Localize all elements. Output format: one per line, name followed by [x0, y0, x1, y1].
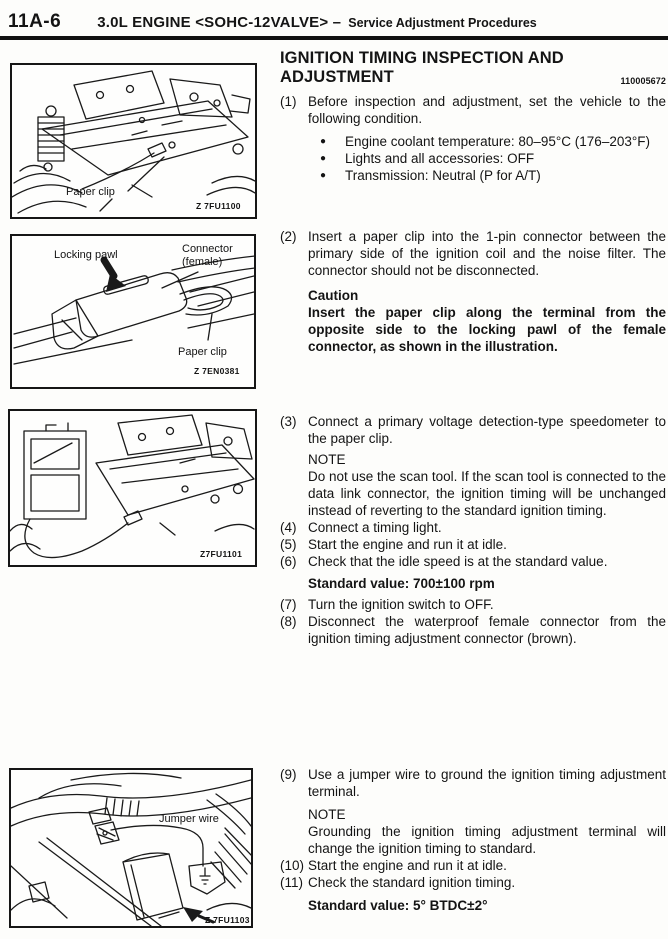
note-text: Grounding the ignition timing adjustment terminal will change the ignition timing to standard.	[308, 824, 666, 856]
step-4	[280, 519, 666, 536]
caution-text: Insert the paper clip along the terminal from the opposite side to the locking pawl of the female connector, as shown in the illustration.	[308, 305, 666, 354]
step-1	[280, 93, 666, 127]
step-number: (5)	[280, 537, 297, 552]
jumper-wire-label: Jumper wire	[159, 813, 219, 825]
locking-pawl-label: Locking pawl	[54, 249, 118, 261]
header-subtitle: Service Adjustment Procedures	[348, 16, 537, 30]
paper-clip-leader-line	[208, 314, 212, 340]
step-3	[280, 413, 666, 447]
note-label: NOTE	[308, 807, 346, 822]
step-6	[280, 553, 666, 570]
step-number: (4)	[280, 520, 297, 535]
section-title-wrap	[280, 49, 666, 87]
figure-engine-tachometer	[8, 409, 257, 567]
step-number: (8)	[280, 614, 297, 629]
pointer-arrow-head	[183, 907, 203, 922]
step-10	[280, 857, 666, 874]
page-header	[0, 0, 668, 33]
figure-engine-paper-clip	[10, 63, 257, 219]
step-number: (3)	[280, 414, 297, 429]
list-item	[320, 150, 666, 167]
step-number: (1)	[280, 94, 297, 109]
list-item	[320, 167, 666, 184]
step-5	[280, 536, 666, 553]
jumper-wire-line	[111, 825, 203, 866]
step-number: (10)	[280, 858, 305, 873]
note-block	[308, 806, 666, 857]
bullet-icon: ●	[320, 136, 327, 147]
tachometer-illustration	[10, 411, 255, 565]
section-title: IGNITION TIMING INSPECTION AND ADJUSTMENT	[280, 49, 564, 86]
figure-jumper-wire	[9, 768, 253, 928]
step-text: Connect a timing light.	[308, 520, 442, 535]
note-block	[308, 451, 666, 519]
procedure-text-bottom	[280, 766, 666, 914]
condition-list	[320, 133, 666, 184]
standard-value-timing: Standard value: 5° BTDC±2°	[308, 898, 488, 913]
paper-clip-leader-line	[128, 157, 164, 191]
step-text: Start the engine and run it at idle.	[308, 858, 507, 873]
bullet-icon: ●	[320, 153, 327, 164]
step-text: Before inspection and adjustment, set the vehicle to the following condition.	[308, 94, 666, 126]
doc-number: 110005672	[620, 76, 666, 86]
figure-code: Z 7FU1100	[196, 201, 241, 211]
connector-label-line2: (female)	[182, 256, 223, 268]
procedure-text-top	[280, 49, 666, 647]
header-rule	[0, 36, 668, 40]
step-number: (7)	[280, 597, 297, 612]
step-8	[280, 613, 666, 647]
connector-label-line1: Connector	[182, 243, 233, 255]
step-11	[280, 874, 666, 891]
engine-bay-illustration	[12, 65, 255, 217]
figure-code: Z 7EN0381	[194, 366, 240, 376]
step-2	[280, 228, 666, 279]
list-item-text: Transmission: Neutral (P for A/T)	[345, 168, 541, 183]
step-number: (6)	[280, 554, 297, 569]
caution-label: Caution	[308, 288, 359, 303]
step-text: Turn the ignition switch to OFF.	[308, 597, 494, 612]
caution-block	[308, 287, 666, 355]
page-number: 11A-6	[8, 11, 62, 32]
locking-pawl-arrow	[104, 260, 114, 276]
figure-code: Z 7FU1103	[205, 915, 250, 925]
paper-clip-label: Paper clip	[66, 186, 115, 198]
header-title: 3.0L ENGINE <SOHC-12VALVE> –	[97, 14, 342, 31]
meter-cable	[25, 519, 128, 558]
step-text: Connect a primary voltage detection-type speedometer to the paper clip.	[308, 414, 666, 446]
paper-clip-loop	[180, 287, 232, 315]
note-text: Do not use the scan tool. If the scan tool is connected to the data link connector, the ignition timing will be unchanged instead of reverting to the standard ignition timing.	[308, 469, 666, 518]
figure-code: Z7FU1101	[200, 549, 243, 559]
step-text: Check that the idle speed is at the standard value.	[308, 554, 608, 569]
step-text: Use a jumper wire to ground the ignition timing adjustment terminal.	[308, 767, 666, 799]
list-item-text: Engine coolant temperature: 80–95°C (176–203°F)	[345, 134, 650, 149]
step-number: (9)	[280, 767, 297, 782]
step-number: (2)	[280, 229, 297, 244]
step-9	[280, 766, 666, 800]
note-label: NOTE	[308, 452, 346, 467]
step-7	[280, 596, 666, 613]
connector-leader-line	[162, 272, 198, 288]
step-text: Disconnect the waterproof female connector from the ignition timing adjustment connector (brown).	[308, 614, 666, 646]
ground-symbol	[200, 868, 210, 884]
paper-clip-label: Paper clip	[178, 346, 227, 358]
figure-connector-paper-clip	[10, 234, 256, 389]
step-text: Check the standard ignition timing.	[308, 875, 516, 890]
bullet-icon: ●	[320, 170, 327, 181]
jumper-wire-illustration	[11, 770, 251, 926]
connector-illustration	[12, 236, 254, 387]
step-number: (11)	[280, 875, 304, 890]
step-text: Insert a paper clip into the 1-pin connector between the primary side of the ignition coil and the noise filter. The connector should not be disconnected.	[308, 229, 666, 278]
list-item	[320, 133, 666, 150]
list-item-text: Lights and all accessories: OFF	[345, 151, 535, 166]
ground-tag	[189, 862, 225, 894]
standard-value-idle: Standard value: 700±100 rpm	[308, 576, 495, 591]
step-text: Start the engine and run it at idle.	[308, 537, 507, 552]
